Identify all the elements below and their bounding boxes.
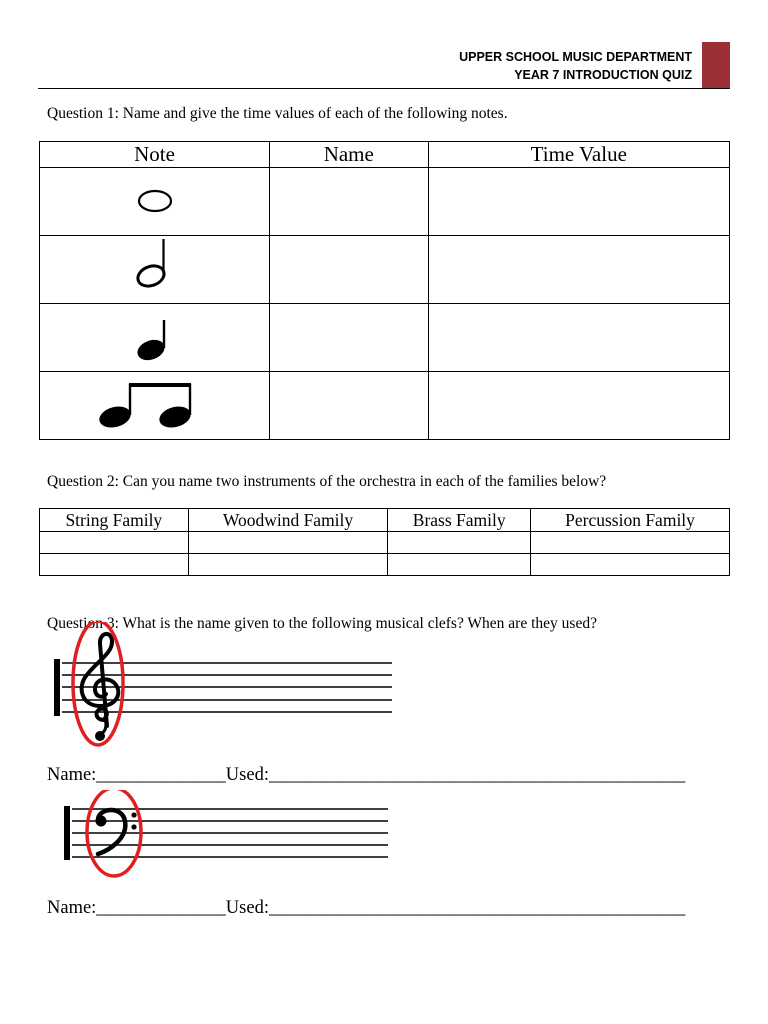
half-note-icon — [40, 236, 269, 303]
clef-1-answer-line[interactable]: Name:______________Used:_____________________________________________ — [47, 765, 686, 785]
note-cell — [40, 304, 270, 372]
col-header-note: Note — [40, 142, 270, 168]
treble-clef-staff — [50, 622, 395, 752]
eighth-note-pair-icon — [40, 372, 269, 439]
table-header-row — [40, 509, 730, 532]
question-1-text: Question 1: Name and give the time values of each of the following notes. — [47, 105, 508, 122]
question-3-text: Question 3: What is the name given to the following musical clefs? When are they used? — [47, 615, 597, 632]
time-value-answer-cell[interactable] — [428, 304, 729, 372]
table-row — [40, 236, 730, 304]
answer-cell[interactable] — [531, 532, 730, 554]
table-row — [40, 554, 730, 576]
time-value-answer-cell[interactable] — [428, 168, 729, 236]
name-answer-cell[interactable] — [270, 168, 429, 236]
answer-cell[interactable] — [40, 532, 189, 554]
answer-cell[interactable] — [388, 554, 531, 576]
name-answer-cell[interactable] — [270, 304, 429, 372]
col-header-time-value: Time Value — [428, 142, 729, 168]
question-2-text: Question 2: Can you name two instruments of the orchestra in each of the families below? — [47, 473, 607, 490]
header-text — [459, 48, 692, 84]
table-row — [40, 168, 730, 236]
whole-note-icon — [40, 168, 269, 235]
note-cell — [40, 168, 270, 236]
notes-table — [39, 141, 730, 440]
table-row — [40, 372, 730, 440]
bass-clef-icon — [96, 810, 137, 854]
answer-cell[interactable] — [40, 554, 189, 576]
answer-cell[interactable] — [388, 532, 531, 554]
answer-cell[interactable] — [188, 532, 388, 554]
name-answer-cell[interactable] — [270, 372, 429, 440]
col-header-brass-family: Brass Family — [388, 509, 531, 532]
note-cell — [40, 372, 270, 440]
col-header-percussion-family: Percussion Family — [531, 509, 730, 532]
answer-cell[interactable] — [188, 554, 388, 576]
header-accent-box — [702, 42, 730, 88]
quiz-title: YEAR 7 INTRODUCTION QUIZ — [514, 68, 692, 82]
table-row — [40, 532, 730, 554]
time-value-answer-cell[interactable] — [428, 372, 729, 440]
clef-2-answer-line[interactable]: Name:______________Used:_____________________________________________ — [47, 898, 686, 918]
table-header-row — [40, 142, 730, 168]
name-answer-cell[interactable] — [270, 236, 429, 304]
col-header-string-family: String Family — [40, 509, 189, 532]
families-table — [39, 508, 730, 576]
quarter-note-icon — [40, 304, 269, 371]
note-cell — [40, 236, 270, 304]
table-row — [40, 304, 730, 372]
page-header — [38, 42, 730, 89]
col-header-woodwind-family: Woodwind Family — [188, 509, 388, 532]
time-value-answer-cell[interactable] — [428, 236, 729, 304]
bass-clef-staff — [50, 790, 395, 882]
answer-cell[interactable] — [531, 554, 730, 576]
col-header-name: Name — [270, 142, 429, 168]
department-title: UPPER SCHOOL MUSIC DEPARTMENT — [459, 50, 692, 64]
